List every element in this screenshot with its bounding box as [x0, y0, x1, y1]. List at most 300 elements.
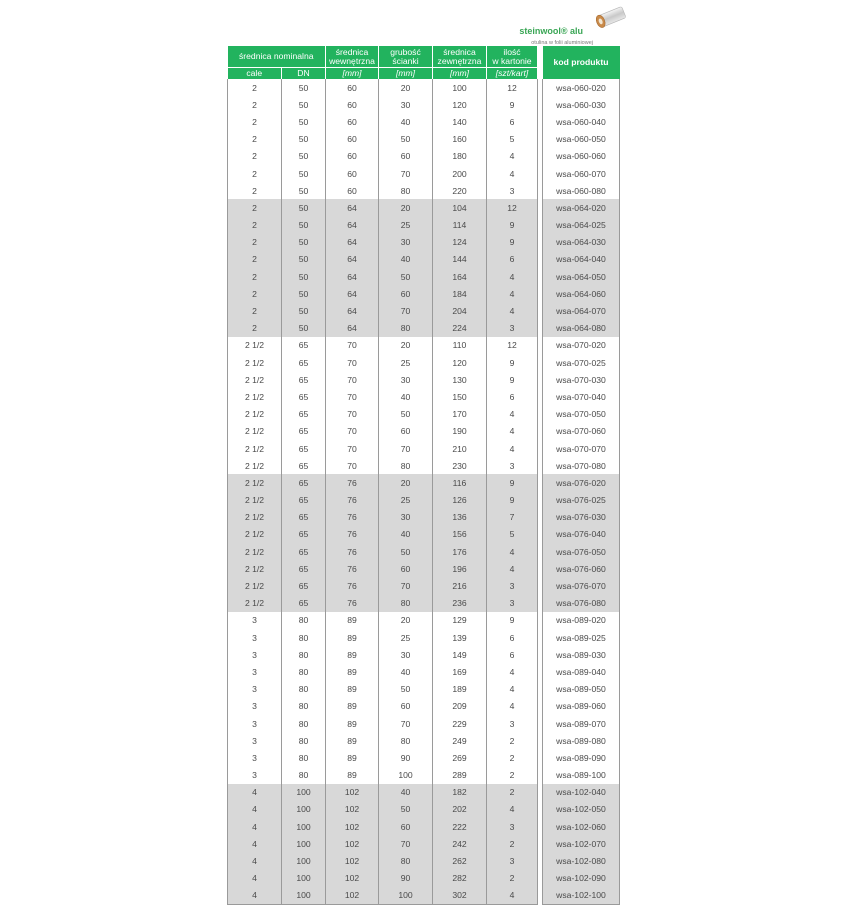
cell-carton-count: 4	[487, 165, 538, 182]
cell-outer-diameter: 144	[433, 251, 487, 268]
cell-carton-count: 4	[487, 148, 538, 165]
header-carton-count: ilość w kartonie	[487, 46, 538, 68]
brand-name: steinwool® alu	[519, 26, 583, 36]
cell-wall-thickness: 50	[379, 543, 433, 560]
cell-dn: 50	[282, 131, 326, 148]
cell-dn: 65	[282, 423, 326, 440]
cell-outer-diameter: 120	[433, 354, 487, 371]
table-row	[228, 131, 620, 148]
cell-carton-count: 6	[487, 251, 538, 268]
cell-carton-count: 5	[487, 526, 538, 543]
cell-carton-count: 12	[487, 337, 538, 354]
cell-dn: 100	[282, 852, 326, 869]
cell-outer-diameter: 100	[433, 79, 487, 96]
table-row	[228, 234, 620, 251]
cell-dn: 80	[282, 646, 326, 663]
cell-inner-diameter: 64	[326, 199, 379, 216]
cell-inches: 3	[228, 767, 282, 784]
cell-product-code: wsa-064-050	[543, 268, 620, 285]
cell-inches: 2 1/2	[228, 492, 282, 509]
cell-wall-thickness: 90	[379, 749, 433, 766]
cell-dn: 80	[282, 698, 326, 715]
cell-outer-diameter: 242	[433, 835, 487, 852]
cell-wall-thickness: 80	[379, 595, 433, 612]
cell-inches: 2	[228, 302, 282, 319]
cell-carton-count: 4	[487, 440, 538, 457]
cell-product-code: wsa-089-020	[543, 612, 620, 629]
cell-product-code: wsa-076-080	[543, 595, 620, 612]
cell-product-code: wsa-076-070	[543, 577, 620, 594]
header-inner-diameter: średnica wewnętrzna	[326, 46, 379, 68]
table-row	[228, 870, 620, 887]
cell-outer-diameter: 156	[433, 526, 487, 543]
cell-carton-count: 12	[487, 199, 538, 216]
cell-inner-diameter: 60	[326, 113, 379, 130]
cell-inner-diameter: 102	[326, 835, 379, 852]
cell-product-code: wsa-089-025	[543, 629, 620, 646]
cell-inches: 3	[228, 749, 282, 766]
table-row	[228, 577, 620, 594]
table-row	[228, 113, 620, 130]
cell-dn: 50	[282, 302, 326, 319]
cell-carton-count: 12	[487, 79, 538, 96]
cell-wall-thickness: 25	[379, 492, 433, 509]
cell-carton-count: 2	[487, 767, 538, 784]
cell-wall-thickness: 20	[379, 79, 433, 96]
cell-wall-thickness: 80	[379, 732, 433, 749]
cell-wall-thickness: 40	[379, 526, 433, 543]
cell-wall-thickness: 30	[379, 509, 433, 526]
cell-outer-diameter: 220	[433, 182, 487, 199]
cell-wall-thickness: 100	[379, 887, 433, 905]
cell-product-code: wsa-070-050	[543, 406, 620, 423]
cell-inner-diameter: 89	[326, 749, 379, 766]
cell-inches: 2	[228, 165, 282, 182]
brand-block	[513, 4, 623, 48]
cell-inner-diameter: 89	[326, 715, 379, 732]
cell-wall-thickness: 70	[379, 835, 433, 852]
cell-outer-diameter: 282	[433, 870, 487, 887]
cell-product-code: wsa-089-050	[543, 681, 620, 698]
cell-inner-diameter: 70	[326, 388, 379, 405]
cell-carton-count: 9	[487, 234, 538, 251]
cell-inner-diameter: 89	[326, 681, 379, 698]
table-row	[228, 337, 620, 354]
cell-wall-thickness: 30	[379, 646, 433, 663]
cell-inner-diameter: 76	[326, 595, 379, 612]
cell-wall-thickness: 50	[379, 268, 433, 285]
cell-wall-thickness: 70	[379, 440, 433, 457]
cell-product-code: wsa-064-080	[543, 320, 620, 337]
cell-dn: 65	[282, 492, 326, 509]
cell-product-code: wsa-060-040	[543, 113, 620, 130]
table-row	[228, 182, 620, 199]
cell-product-code: wsa-089-070	[543, 715, 620, 732]
cell-inches: 4	[228, 801, 282, 818]
cell-outer-diameter: 236	[433, 595, 487, 612]
cell-dn: 100	[282, 887, 326, 905]
cell-outer-diameter: 249	[433, 732, 487, 749]
table-row	[228, 79, 620, 96]
cell-carton-count: 5	[487, 131, 538, 148]
cell-wall-thickness: 70	[379, 577, 433, 594]
cell-product-code: wsa-070-030	[543, 371, 620, 388]
cell-inches: 4	[228, 818, 282, 835]
cell-inner-diameter: 64	[326, 251, 379, 268]
cell-inner-diameter: 102	[326, 887, 379, 905]
cell-inner-diameter: 64	[326, 268, 379, 285]
cell-product-code: wsa-089-040	[543, 663, 620, 680]
cell-inches: 2	[228, 234, 282, 251]
cell-inner-diameter: 64	[326, 234, 379, 251]
table-row	[228, 492, 620, 509]
cell-product-code: wsa-076-020	[543, 474, 620, 491]
cell-inches: 2 1/2	[228, 595, 282, 612]
cell-carton-count: 3	[487, 320, 538, 337]
cell-product-code: wsa-064-070	[543, 302, 620, 319]
cell-inner-diameter: 89	[326, 646, 379, 663]
cell-inches: 2	[228, 268, 282, 285]
cell-wall-thickness: 30	[379, 371, 433, 388]
cell-wall-thickness: 25	[379, 217, 433, 234]
cell-product-code: wsa-102-070	[543, 835, 620, 852]
cell-wall-thickness: 25	[379, 629, 433, 646]
cell-outer-diameter: 170	[433, 406, 487, 423]
cell-inches: 2 1/2	[228, 577, 282, 594]
table-row	[228, 835, 620, 852]
cell-inches: 2 1/2	[228, 423, 282, 440]
cell-dn: 50	[282, 234, 326, 251]
cell-product-code: wsa-060-070	[543, 165, 620, 182]
cell-inner-diameter: 60	[326, 96, 379, 113]
cell-outer-diameter: 196	[433, 560, 487, 577]
cell-dn: 80	[282, 663, 326, 680]
cell-inches: 2 1/2	[228, 526, 282, 543]
cell-inner-diameter: 76	[326, 543, 379, 560]
cell-inner-diameter: 89	[326, 612, 379, 629]
cell-inner-diameter: 76	[326, 509, 379, 526]
cell-wall-thickness: 80	[379, 852, 433, 869]
cell-wall-thickness: 90	[379, 870, 433, 887]
cell-inner-diameter: 89	[326, 698, 379, 715]
table-row	[228, 715, 620, 732]
cell-inner-diameter: 89	[326, 767, 379, 784]
cell-dn: 80	[282, 715, 326, 732]
cell-dn: 80	[282, 629, 326, 646]
cell-product-code: wsa-064-040	[543, 251, 620, 268]
cell-inner-diameter: 102	[326, 852, 379, 869]
cell-outer-diameter: 164	[433, 268, 487, 285]
cell-dn: 100	[282, 801, 326, 818]
cell-dn: 80	[282, 732, 326, 749]
cell-outer-diameter: 224	[433, 320, 487, 337]
cell-carton-count: 6	[487, 646, 538, 663]
cell-carton-count: 6	[487, 629, 538, 646]
cell-dn: 65	[282, 595, 326, 612]
cell-carton-count: 9	[487, 96, 538, 113]
cell-wall-thickness: 80	[379, 457, 433, 474]
cell-outer-diameter: 110	[433, 337, 487, 354]
cell-dn: 65	[282, 509, 326, 526]
cell-dn: 65	[282, 371, 326, 388]
cell-product-code: wsa-076-040	[543, 526, 620, 543]
cell-inner-diameter: 102	[326, 818, 379, 835]
cell-wall-thickness: 40	[379, 113, 433, 130]
cell-dn: 65	[282, 560, 326, 577]
cell-inner-diameter: 70	[326, 423, 379, 440]
cell-product-code: wsa-064-020	[543, 199, 620, 216]
cell-inches: 2	[228, 217, 282, 234]
cell-dn: 50	[282, 320, 326, 337]
cell-product-code: wsa-060-060	[543, 148, 620, 165]
cell-dn: 65	[282, 474, 326, 491]
cell-product-code: wsa-089-100	[543, 767, 620, 784]
unit-thickness-mm: [mm]	[379, 68, 433, 80]
cell-carton-count: 3	[487, 182, 538, 199]
brand-subtitle: otulina w folii aluminiowej	[531, 40, 593, 46]
cell-dn: 65	[282, 543, 326, 560]
cell-inches: 2	[228, 285, 282, 302]
cell-product-code: wsa-102-040	[543, 784, 620, 801]
cell-inches: 3	[228, 698, 282, 715]
cell-outer-diameter: 140	[433, 113, 487, 130]
product-table	[227, 46, 620, 905]
header-wall-thickness: grubość ścianki	[379, 46, 433, 68]
table-row	[228, 681, 620, 698]
cell-carton-count: 9	[487, 492, 538, 509]
table-row	[228, 698, 620, 715]
cell-inches: 2	[228, 148, 282, 165]
unit-inner-mm: [mm]	[326, 68, 379, 80]
unit-pieces-per-carton: [szt/kart]	[487, 68, 538, 80]
cell-outer-diameter: 180	[433, 148, 487, 165]
cell-carton-count: 4	[487, 681, 538, 698]
cell-dn: 65	[282, 577, 326, 594]
table-row	[228, 801, 620, 818]
cell-outer-diameter: 160	[433, 131, 487, 148]
cell-wall-thickness: 60	[379, 560, 433, 577]
cell-inches: 2 1/2	[228, 440, 282, 457]
table-row	[228, 560, 620, 577]
cell-dn: 65	[282, 406, 326, 423]
table-row	[228, 96, 620, 113]
cell-wall-thickness: 80	[379, 320, 433, 337]
cell-product-code: wsa-070-020	[543, 337, 620, 354]
cell-dn: 50	[282, 113, 326, 130]
cell-dn: 80	[282, 681, 326, 698]
cell-carton-count: 4	[487, 887, 538, 905]
cell-outer-diameter: 302	[433, 887, 487, 905]
table-row	[228, 543, 620, 560]
cell-product-code: wsa-060-080	[543, 182, 620, 199]
cell-carton-count: 7	[487, 509, 538, 526]
cell-product-code: wsa-102-090	[543, 870, 620, 887]
cell-carton-count: 3	[487, 457, 538, 474]
cell-inches: 4	[228, 784, 282, 801]
cell-inches: 4	[228, 835, 282, 852]
cell-product-code: wsa-076-060	[543, 560, 620, 577]
cell-dn: 50	[282, 165, 326, 182]
table-row	[228, 509, 620, 526]
table-row	[228, 595, 620, 612]
cell-product-code: wsa-076-030	[543, 509, 620, 526]
cell-wall-thickness: 40	[379, 251, 433, 268]
cell-inner-diameter: 70	[326, 337, 379, 354]
table-row	[228, 646, 620, 663]
cell-product-code: wsa-089-030	[543, 646, 620, 663]
cell-outer-diameter: 200	[433, 165, 487, 182]
table-row	[228, 887, 620, 905]
cell-dn: 65	[282, 354, 326, 371]
cell-outer-diameter: 190	[433, 423, 487, 440]
cell-product-code: wsa-070-060	[543, 423, 620, 440]
cell-outer-diameter: 202	[433, 801, 487, 818]
cell-wall-thickness: 60	[379, 698, 433, 715]
cell-inner-diameter: 64	[326, 285, 379, 302]
cell-carton-count: 4	[487, 423, 538, 440]
cell-dn: 65	[282, 457, 326, 474]
cell-inches: 2 1/2	[228, 371, 282, 388]
cell-wall-thickness: 50	[379, 801, 433, 818]
cell-outer-diameter: 176	[433, 543, 487, 560]
cell-carton-count: 3	[487, 818, 538, 835]
cell-inner-diameter: 76	[326, 474, 379, 491]
cell-carton-count: 2	[487, 870, 538, 887]
cell-wall-thickness: 70	[379, 715, 433, 732]
cell-outer-diameter: 269	[433, 749, 487, 766]
cell-dn: 50	[282, 96, 326, 113]
cell-wall-thickness: 60	[379, 818, 433, 835]
cell-inner-diameter: 60	[326, 79, 379, 96]
cell-product-code: wsa-070-070	[543, 440, 620, 457]
cell-inches: 2 1/2	[228, 457, 282, 474]
cell-dn: 50	[282, 148, 326, 165]
cell-carton-count: 3	[487, 595, 538, 612]
cell-inner-diameter: 102	[326, 870, 379, 887]
cell-dn: 50	[282, 285, 326, 302]
table-row	[228, 371, 620, 388]
cell-inches: 2	[228, 131, 282, 148]
cell-outer-diameter: 130	[433, 371, 487, 388]
table-row	[228, 217, 620, 234]
cell-carton-count: 9	[487, 612, 538, 629]
cell-inches: 2 1/2	[228, 388, 282, 405]
cell-product-code: wsa-102-050	[543, 801, 620, 818]
table-row	[228, 354, 620, 371]
cell-outer-diameter: 204	[433, 302, 487, 319]
cell-inner-diameter: 60	[326, 165, 379, 182]
cell-inches: 4	[228, 887, 282, 905]
cell-outer-diameter: 184	[433, 285, 487, 302]
cell-inches: 2 1/2	[228, 406, 282, 423]
cell-outer-diameter: 114	[433, 217, 487, 234]
cell-carton-count: 3	[487, 577, 538, 594]
cell-carton-count: 4	[487, 698, 538, 715]
table-row	[228, 612, 620, 629]
cell-inches: 2	[228, 79, 282, 96]
unit-outer-mm: [mm]	[433, 68, 487, 80]
cell-wall-thickness: 60	[379, 423, 433, 440]
cell-carton-count: 3	[487, 715, 538, 732]
cell-inner-diameter: 89	[326, 663, 379, 680]
cell-inner-diameter: 64	[326, 320, 379, 337]
cell-wall-thickness: 30	[379, 234, 433, 251]
cell-product-code: wsa-070-025	[543, 354, 620, 371]
cell-inner-diameter: 60	[326, 182, 379, 199]
header-product-code: kod produktu	[543, 46, 620, 79]
cell-inner-diameter: 70	[326, 371, 379, 388]
cell-inner-diameter: 70	[326, 440, 379, 457]
cell-outer-diameter: 289	[433, 767, 487, 784]
cell-outer-diameter: 150	[433, 388, 487, 405]
cell-inches: 2	[228, 182, 282, 199]
cell-product-code: wsa-060-020	[543, 79, 620, 96]
cell-outer-diameter: 182	[433, 784, 487, 801]
cell-inches: 3	[228, 629, 282, 646]
cell-product-code: wsa-064-060	[543, 285, 620, 302]
cell-outer-diameter: 126	[433, 492, 487, 509]
table-row	[228, 457, 620, 474]
cell-wall-thickness: 20	[379, 474, 433, 491]
cell-inner-diameter: 102	[326, 784, 379, 801]
cell-carton-count: 9	[487, 354, 538, 371]
table-row	[228, 852, 620, 869]
cell-wall-thickness: 40	[379, 388, 433, 405]
table-row	[228, 165, 620, 182]
cell-product-code: wsa-076-025	[543, 492, 620, 509]
cell-outer-diameter: 116	[433, 474, 487, 491]
cell-wall-thickness: 40	[379, 663, 433, 680]
cell-carton-count: 6	[487, 113, 538, 130]
cell-dn: 80	[282, 767, 326, 784]
cell-product-code: wsa-089-080	[543, 732, 620, 749]
cell-product-code: wsa-089-060	[543, 698, 620, 715]
table-row	[228, 767, 620, 784]
header-outer-diameter: średnica zewnętrzna	[433, 46, 487, 68]
cell-outer-diameter: 230	[433, 457, 487, 474]
cell-dn: 50	[282, 182, 326, 199]
cell-carton-count: 9	[487, 217, 538, 234]
cell-inner-diameter: 76	[326, 492, 379, 509]
cell-inches: 3	[228, 715, 282, 732]
cell-dn: 100	[282, 818, 326, 835]
cell-outer-diameter: 262	[433, 852, 487, 869]
cell-product-code: wsa-102-080	[543, 852, 620, 869]
cell-dn: 65	[282, 526, 326, 543]
table-row	[228, 148, 620, 165]
cell-outer-diameter: 169	[433, 663, 487, 680]
cell-outer-diameter: 129	[433, 612, 487, 629]
cell-outer-diameter: 124	[433, 234, 487, 251]
cell-carton-count: 3	[487, 852, 538, 869]
cell-carton-count: 4	[487, 663, 538, 680]
cell-dn: 100	[282, 870, 326, 887]
cell-product-code: wsa-102-100	[543, 887, 620, 905]
unit-inches: cale	[228, 68, 282, 80]
cell-carton-count: 4	[487, 560, 538, 577]
cell-wall-thickness: 60	[379, 148, 433, 165]
cell-carton-count: 2	[487, 835, 538, 852]
cell-inner-diameter: 64	[326, 217, 379, 234]
cell-carton-count: 4	[487, 801, 538, 818]
cell-wall-thickness: 20	[379, 199, 433, 216]
cell-dn: 65	[282, 388, 326, 405]
cell-carton-count: 6	[487, 388, 538, 405]
table-row	[228, 749, 620, 766]
table-row	[228, 474, 620, 491]
cell-product-code: wsa-076-050	[543, 543, 620, 560]
table-row	[228, 302, 620, 319]
